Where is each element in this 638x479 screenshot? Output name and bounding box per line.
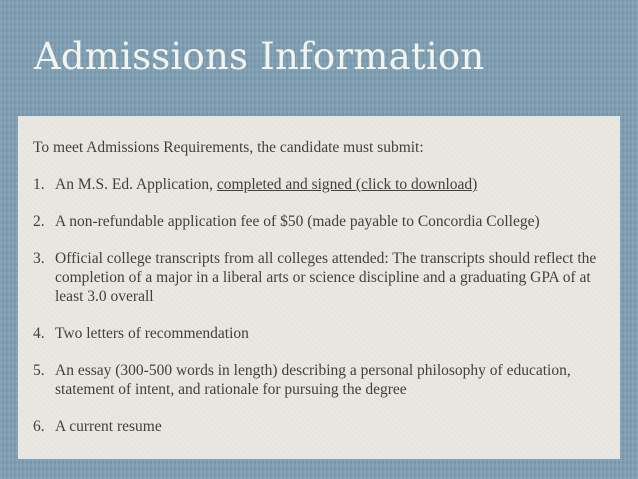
content-panel [18,116,620,459]
requirement-text: Official college transcripts from all colleges attended: The transcripts should reflect the completion of a major in a liberal arts or science discipline and a graduating GPA of at least 3.0 overall [55,250,597,305]
requirement-text: A current resume [55,418,162,435]
slide-title: Admissions Information [34,35,485,78]
requirements-list [33,175,604,436]
application-download-link[interactable]: completed and signed (click to download) [216,176,478,193]
requirement-item-4 [33,324,604,343]
requirement-text [55,175,604,194]
requirement-number: 3. [33,250,45,267]
requirement-number: 4. [33,325,45,342]
intro-text: To meet Admissions Requirements, the candidate must submit: [33,139,424,156]
requirement-number: 6. [33,418,45,435]
requirement-text: Two letters of recommendation [55,325,249,342]
requirement-text-prefix: An M.S. Ed. Application, [55,176,217,193]
requirement-text: A non-refundable application fee of $50 (made payable to Concordia College) [55,213,540,230]
requirement-item-3 [33,249,604,306]
requirement-item-2 [33,212,604,231]
requirement-number: 2. [33,213,45,230]
requirement-item-1 [33,175,604,194]
requirement-item-5 [33,361,604,399]
requirement-number: 1. [33,176,45,193]
requirement-text: An essay (300-500 words in length) describing a personal philosophy of education, statement of intent, and rationale for pursuing the degree [55,362,571,398]
requirement-number: 5. [33,362,45,379]
requirement-item-6 [33,417,604,436]
